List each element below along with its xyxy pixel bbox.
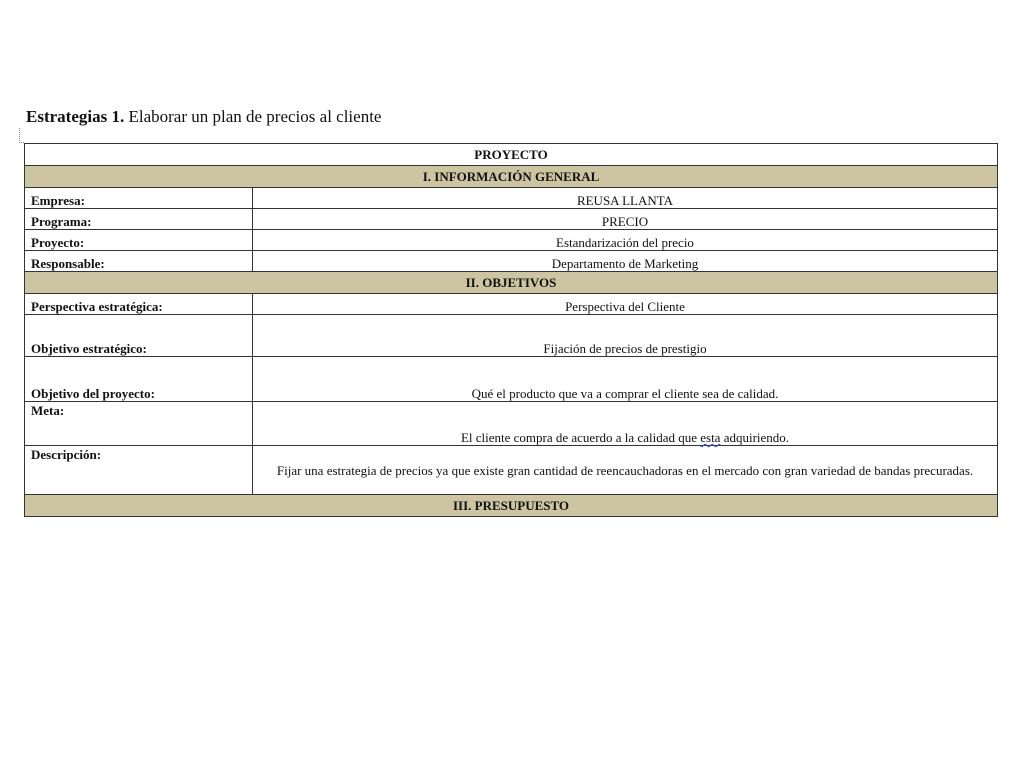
value-proyecto: Estandarización del precio — [253, 230, 998, 251]
label-objetivo-proyecto: Objetivo del proyecto: — [25, 357, 253, 402]
heading-text: Elaborar un plan de precios al cliente — [124, 107, 382, 126]
table-row — [25, 357, 998, 402]
value-empresa: REUSA LLANTA — [253, 188, 998, 209]
label-programa: Programa: — [25, 209, 253, 230]
table-row — [25, 230, 998, 251]
table-row — [25, 294, 998, 315]
value-objetivo-proyecto: Qué el producto que va a comprar el cliente sea de calidad. — [253, 357, 998, 402]
table-row — [25, 446, 998, 495]
label-descripcion: Descripción: — [25, 446, 253, 495]
table-row — [25, 188, 998, 209]
value-responsable: Departamento de Marketing — [253, 251, 998, 272]
label-perspectiva: Perspectiva estratégica: — [25, 294, 253, 315]
section-header-presupuesto: III. PRESUPUESTO — [25, 495, 998, 517]
value-programa: PRECIO — [253, 209, 998, 230]
document-heading — [26, 107, 381, 127]
section-header-general: I. INFORMACIÓN GENERAL — [25, 166, 998, 188]
value-meta — [253, 402, 998, 446]
label-responsable: Responsable: — [25, 251, 253, 272]
value-objetivo-estrategico: Fijación de precios de prestigio — [253, 315, 998, 357]
paragraph-anchor-icon — [19, 128, 24, 143]
meta-text-end: adquiriendo. — [720, 430, 790, 445]
table-row — [25, 251, 998, 272]
table-row — [25, 402, 998, 446]
table-title: PROYECTO — [25, 144, 998, 166]
project-table — [24, 143, 998, 517]
label-proyecto: Proyecto: — [25, 230, 253, 251]
section-header-objetivos: II. OBJETIVOS — [25, 272, 998, 294]
meta-text-start: El cliente compra de acuerdo a la calidad que — [460, 430, 701, 445]
table-row — [25, 166, 998, 188]
value-descripcion: Fijar una estrategia de precios ya que existe gran cantidad de reencauchadoras en el mercado con gran variedad de bandas precuradas. — [253, 446, 998, 495]
label-meta: Meta: — [25, 402, 253, 446]
table-row — [25, 495, 998, 517]
table-row — [25, 315, 998, 357]
label-objetivo-estrategico: Objetivo estratégico: — [25, 315, 253, 357]
table-row — [25, 272, 998, 294]
spellcheck-flagged-word: esta — [700, 430, 721, 445]
table-row — [25, 144, 998, 166]
table-row — [25, 209, 998, 230]
label-empresa: Empresa: — [25, 188, 253, 209]
heading-bold: Estrategias 1. — [26, 107, 125, 126]
value-perspectiva: Perspectiva del Cliente — [253, 294, 998, 315]
